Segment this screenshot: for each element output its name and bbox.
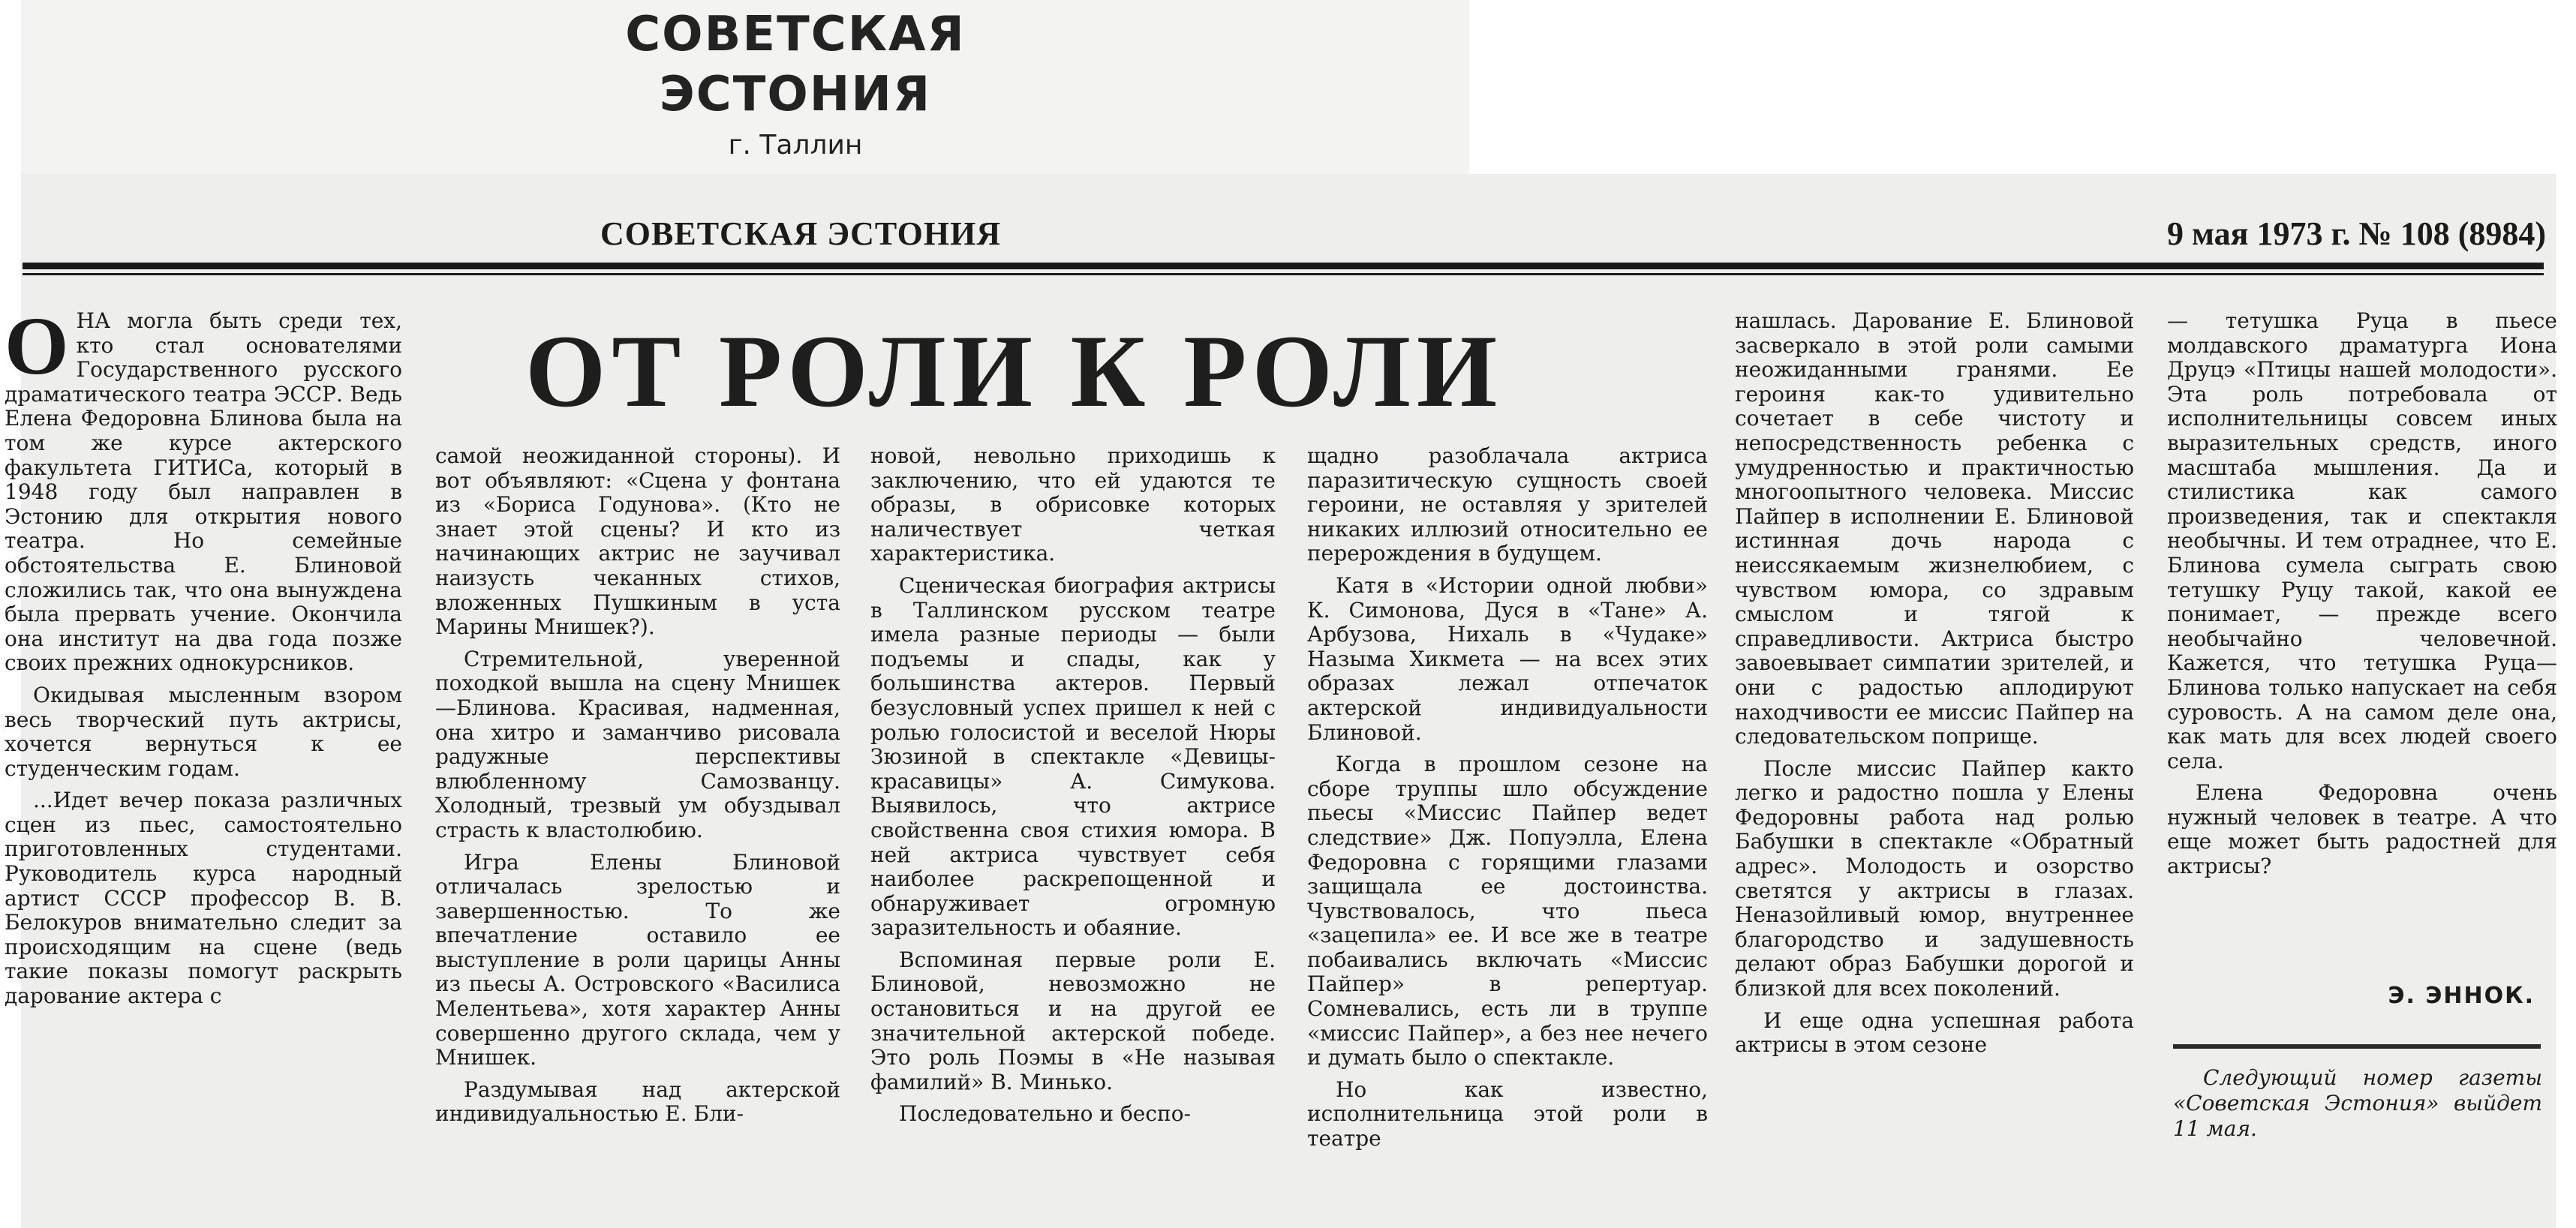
paragraph: ...Идет вечер показа различных сцен из пьес, самостоятельно приготовленных студентами. Руководитель курса народный артист СССР профессор В. В. Белокуров внимательно следит за происходящим на сцене (ведь такие показы помогут раскрыть дарование актера с [5,788,402,1009]
masthead-rule-thin [23,273,2544,275]
library-stamp [525,5,1066,161]
paragraph: новой, невольно приходишь к заключению, что ей удаются те образы, в обрисовке которых наличествует четкая характеристика. [870,444,1276,566]
paragraph: Когда в прошлом сезоне на сборе труппы шло обсуждение пьесы «Миссис Пайпер ведет следствие» Дж. Попуэлла, Елена Федоровна с горящими глазами защищала ее достоинства. Чувствовалось, что пьеса «зацепила» ее. И все же в театре побаивались включать «Миссис Пайпер» в репертуар. Сомневались, есть ли в труппе «миссис Пайпер», а без нее нечего и думать было о спектакле. [1307,752,1708,1070]
author-signature: Э. ЭННОК. [2388,983,2535,1009]
paragraph: Вспоминая первые роли Е. Блиновой, невозможно не остановиться и на другой ее значительной актерской победе. Это роль Поэмы в «Не называя фамилий» В. Минько. [870,947,1276,1094]
stamp-newspaper-name: СОВЕТСКАЯ ЭСТОНИЯ [625,7,966,122]
paragraph: щадно разоблачала актриса паразитическую сущность своей героини, не оставляя у зрителей никаких иллюзий относительно ее перерождения в будущем. [1307,444,1708,566]
paragraph: После миссис Пайпер както легко и радостно пошла у Елены Федоровны работа над ролью Бабушки в спектакле «Обратный адрес». Молодость и озорство светятся у актрисы в глазах. Неназойливый юмор, внутреннее благородство и задушевность делают образ Бабушки дорогой и близкой для всех поколений. [1735,755,2134,1001]
paragraph: Игра Елены Блиновой отличалась зрелостью и завершенностью. То же впечатление оставило ее выступление в роли царицы Анны из пьесы А. Островского «Василиса Мелентьева», хотя характер Анны совершенно другого склада, чем у Мнишек. [435,849,840,1070]
paragraph: Елена Федоровна очень нужный человек в театре. А что еще может быть радостней для актрисы? [2167,780,2557,879]
article-headline: ОТ РОЛИ К РОЛИ [525,314,1504,428]
paragraph: Последовательно и беспо- [899,1101,1192,1127]
paragraph: нашлась. Дарование Е. Блиновой засверкало в этой роли самыми неожиданными гранями. Ее героиня как-то удивительно сочетает в себе чистоту и непосредственность ребенка с умудренностью и практичностью многоопытного человека. Миссис Пайпер в исполнении Е. Блиновой истинная дочь народа с неиссякаемым жизнелюбием, с чувством юмора, со здравым смыслом и тягой к справедливости. Актриса быстро завоевывает симпатии зрителей, и они с радостью аплодируют находчивости ее миссис Пайпер на следовательском поприще. [1735,309,2134,749]
paragraph: Катя в «Истории одной любви» К. Симонова, Дуся в «Тане» А. Арбузова, Нихаль в «Чудаке» Назыма Хикмета — на всех этих образах лежал отпечаток актерской индивидуальности Блиновой. [1307,572,1708,745]
stamp-city: г. Таллин [728,130,863,161]
masthead-date-issue: 9 мая 1973 г. № 108 (8984) [2166,215,2546,252]
paragraph: Раздумывая над актерской индивидуальностью Е. Бли- [435,1076,840,1127]
article-column-3 [870,444,1276,1228]
paragraph: Окидывая мысленным взором весь творческий путь актрисы, хочется вернуться к ее студенческим годам. [5,682,402,781]
paragraph [5,309,402,676]
article-column-4 [1307,444,1708,1228]
article-column-2 [435,444,840,1228]
paragraph-text: НА могла быть среди тех, кто стал основателями Государственного русского драматического театра ЭССР. Ведь Елена Федоровна Блинова была на том же курсе актерского факультета ГИТИСа, который в 1948 году был направлен в Эстонию для открытия нового театра. Но семейные обстоятельства Е. Блиновой сложились так, что она вынуждена была прервать учение. Окончила она институт на два года позже своих прежних однокурсников. [5,309,402,676]
masthead-rule-thick [23,263,2544,269]
paragraph: И еще одна успешная работа актрисы в этом сезоне [1735,1007,2134,1058]
article-column-1 [5,309,402,1228]
paragraph: самой неожиданной стороны). И вот объявляют: «Сцена у фонтана из «Бориса Годунова». (Кто не знает этой сцены? И кто из начинающих актрис не заучивал наизусть чеканных стихов, вложенных Пушкиным в уста Марины Мнишек?). [435,444,840,640]
paragraph: Сценическая биография актрисы в Таллинском русском театре имела разные периоды — были подъемы и спады, как у большинства актеров. Первый безусловный успех пришел к ней с ролью голосистой и веселой Нюры Зюзиной в спектакле «Девицы-красавицы» А. Симукова. Выявилось, что актрисе свойственна своя стихия юмора. В ней актриса чувствует себя наиболее раскрепощенной и обнаруживает огромную заразительность и обаяние. [870,572,1276,941]
paragraph: Но как известно, исполнительница этой роли в театре [1307,1076,1708,1151]
drop-cap: О [5,309,69,392]
article-column-6 [2167,309,2557,999]
paragraph: Стремительной, уверенной походкой вышла на сцену Мнишек—Блинова. Красивая, надменная, она хитро и заманчиво рисовала радужные перспективы влюбленному Самозванцу. Холодный, трезвый ум обуздывал страсть к властолюбию. [435,646,840,842]
notice-divider [2173,1044,2541,1049]
article-column-5 [1735,309,2134,1228]
next-issue-notice: Следующий номер газеты «Советская Эстония» выйдет 11 мая. [2173,1065,2542,1141]
paragraph: — тетушка Руца в пьесе молдавского драматурга Иона Друцэ «Птицы нашей молодости». Эта роль потребовала от исполнительницы совсем иных выразительных средств, иного масштаба мышления. Да и стилистика как самого произведения, так и спектакля необычны. И тем отраднее, что Е. Блинова сумела сыграть свою тетушку Руцу такой, какой ее понимает, — прежде всего необычайно человечной. Кажется, что тетушка Руца—Блинова только напускает на себя суровость. А на самом деле она, как мать для всех людей своего села. [2167,309,2557,773]
masthead-title: СОВЕТСКАЯ ЭСТОНИЯ [600,215,1002,252]
